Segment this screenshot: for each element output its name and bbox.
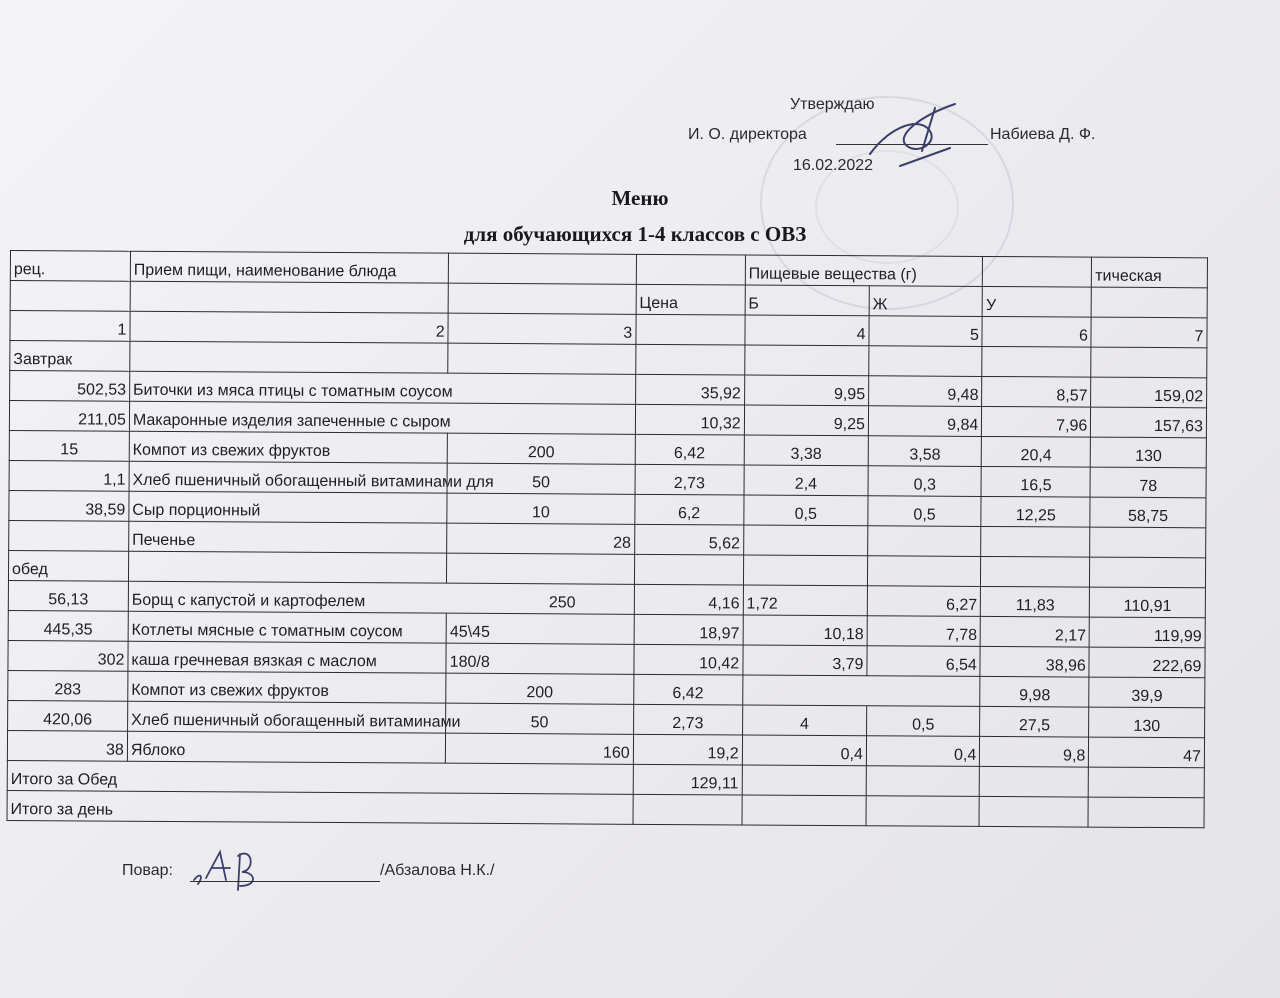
dish-name: Компот из свежих фруктов	[129, 431, 447, 463]
header-cell: тическая	[1092, 257, 1208, 288]
header-cell	[983, 256, 1092, 287]
dish-name: Сыр порционный	[129, 491, 447, 523]
dish-name: Котлеты мясные с томатным соусом	[128, 611, 446, 643]
price: 4,16	[634, 584, 743, 615]
director-signature	[860, 96, 970, 176]
header-cell	[130, 281, 448, 313]
price: 2,73	[633, 704, 742, 735]
recipe-number: 56,13	[8, 580, 128, 611]
carbs: 12,25	[981, 496, 1090, 527]
approval-date: 16.02.2022	[793, 157, 874, 174]
recipe-number: 1,1	[9, 460, 129, 491]
carbs: 9,98	[980, 676, 1089, 707]
carbs	[981, 526, 1090, 557]
dish-name: Яблоко	[127, 731, 445, 763]
recipe-number: 502,53	[10, 371, 130, 402]
energy: 58,75	[1090, 497, 1206, 528]
energy: 110,91	[1090, 587, 1206, 618]
protein: 0,5	[744, 495, 868, 526]
header-cell: Пищевые вещества (г)	[745, 255, 983, 286]
price: 5,62	[634, 524, 743, 555]
dish-name: Печенье	[129, 521, 447, 553]
protein: 9,25	[744, 405, 868, 436]
fat: 7,78	[867, 616, 981, 647]
weight: 250	[548, 594, 576, 612]
carbs: 7,96	[982, 406, 1091, 437]
column-number: 7	[1091, 317, 1207, 348]
protein: 0,4	[742, 735, 866, 766]
cook-signature	[186, 842, 296, 892]
column-number: 5	[869, 316, 983, 347]
column-number: 3	[448, 313, 636, 344]
recipe-number: 445,35	[8, 610, 128, 641]
total-lunch-price: 129,11	[633, 764, 742, 795]
carbs: 11,83	[981, 586, 1090, 617]
energy: 159,02	[1091, 377, 1207, 408]
header-cell	[448, 283, 636, 314]
carbs: 8,57	[982, 376, 1091, 407]
total-day-label: Итого за день	[7, 790, 633, 824]
dish-name: Макаронные изделия запеченные с сыром	[129, 401, 635, 434]
weight: 200	[446, 673, 634, 704]
price: 6,42	[635, 434, 744, 465]
energy: 157,63	[1091, 407, 1207, 438]
dish-name: каша гречневая вязкая с маслом	[128, 641, 446, 673]
approve-word: Утверждаю	[790, 96, 875, 113]
fat	[868, 526, 982, 557]
fat: 6,54	[867, 646, 981, 677]
dish-name: Борщ с капустой и картофелем	[131, 591, 366, 611]
carbs: 16,5	[981, 466, 1090, 497]
cook-name: /Абзалова Н.К./	[380, 862, 495, 879]
energy: 119,99	[1089, 617, 1205, 648]
recipe-number: 38,59	[9, 490, 129, 521]
fat: 0,5	[867, 706, 981, 737]
recipe-number: 211,05	[9, 401, 129, 432]
weight: 10	[447, 493, 635, 524]
weight: 45\45	[446, 613, 634, 644]
weight: 28	[447, 523, 635, 554]
fat: 6,27	[867, 586, 981, 617]
dish-name: Хлеб пшеничный обогащенный витаминами	[127, 701, 445, 733]
protein: 4	[742, 705, 866, 736]
director-position: И. О. директора	[688, 126, 807, 143]
header-cell	[636, 254, 745, 285]
header-cell	[449, 253, 637, 284]
weight: 200	[447, 433, 635, 464]
weight: 50	[447, 463, 635, 494]
column-number: 1	[10, 311, 130, 342]
protein: 3,38	[744, 435, 868, 466]
recipe-number: 283	[8, 670, 128, 701]
weight: 160	[446, 733, 634, 764]
protein	[742, 675, 980, 706]
column-number: 6	[982, 316, 1091, 347]
price: 10,32	[635, 404, 744, 435]
page-subtitle: для обучающихся 1-4 классов с ОВЗ	[463, 222, 807, 246]
fat: 3,58	[868, 436, 982, 467]
cook-signature-line	[190, 881, 380, 882]
weight: 180/8	[446, 643, 634, 674]
column-number: 2	[130, 311, 448, 343]
recipe-number	[9, 520, 129, 551]
energy: 222,69	[1089, 647, 1205, 678]
header-cell: рец.	[10, 251, 130, 282]
header-cell	[10, 281, 130, 312]
carbs: 20,4	[982, 436, 1091, 467]
fat: 0,5	[868, 496, 982, 527]
header-cell: Ж	[869, 286, 983, 317]
fat: 0,4	[866, 736, 980, 767]
price: 18,97	[634, 614, 743, 645]
header-cell: Б	[745, 285, 869, 316]
price: 6,2	[635, 494, 744, 525]
protein: 10,18	[743, 615, 867, 646]
total-lunch-label: Итого за Обед	[7, 760, 633, 794]
price: 19,2	[633, 734, 742, 765]
price: 35,92	[635, 374, 744, 405]
column-number	[636, 314, 745, 345]
dish-name-with-weight	[128, 581, 634, 614]
protein	[743, 525, 867, 556]
energy: 130	[1091, 437, 1207, 468]
fat: 0,3	[868, 466, 982, 497]
page-title: Меню	[611, 186, 669, 210]
header-cell	[1092, 287, 1208, 318]
energy: 78	[1090, 467, 1206, 498]
energy: 39,9	[1089, 677, 1205, 708]
column-number: 4	[745, 315, 869, 346]
carbs: 38,96	[980, 646, 1089, 677]
carbs: 2,17	[980, 616, 1089, 647]
price: 10,42	[634, 644, 743, 675]
cook-label: Повар:	[122, 862, 173, 879]
protein: 2,4	[744, 465, 868, 496]
section-label: обед	[8, 550, 128, 581]
menu-table	[7, 250, 1208, 828]
recipe-number: 420,06	[8, 700, 128, 731]
header-cell: Прием пищи, наименование блюда	[130, 251, 448, 283]
price: 2,73	[635, 464, 744, 495]
fat: 9,84	[868, 406, 982, 437]
director-name: Набиева Д. Ф.	[990, 126, 1096, 143]
carbs: 27,5	[980, 706, 1089, 737]
energy: 47	[1089, 737, 1205, 768]
recipe-number: 302	[8, 640, 128, 671]
energy: 130	[1089, 707, 1205, 738]
fat: 9,48	[869, 376, 983, 407]
dish-name: Хлеб пшеничный обогащенный витаминами для	[129, 461, 447, 493]
dish-name: Биточки из мяса птицы с томатным соусом	[129, 371, 635, 404]
carbs: 9,8	[980, 736, 1089, 767]
protein: 9,95	[744, 375, 868, 406]
recipe-number: 15	[9, 430, 129, 461]
protein: 3,79	[743, 645, 867, 676]
header-cell: Цена	[636, 284, 745, 315]
section-label: Завтрак	[10, 341, 130, 372]
price: 6,42	[633, 674, 742, 705]
header-cell: У	[982, 286, 1091, 317]
weight: 50	[446, 703, 634, 734]
protein: 1,72	[743, 585, 867, 616]
dish-name: Компот из свежих фруктов	[128, 671, 446, 703]
energy	[1090, 527, 1206, 558]
recipe-number: 38	[7, 730, 127, 761]
